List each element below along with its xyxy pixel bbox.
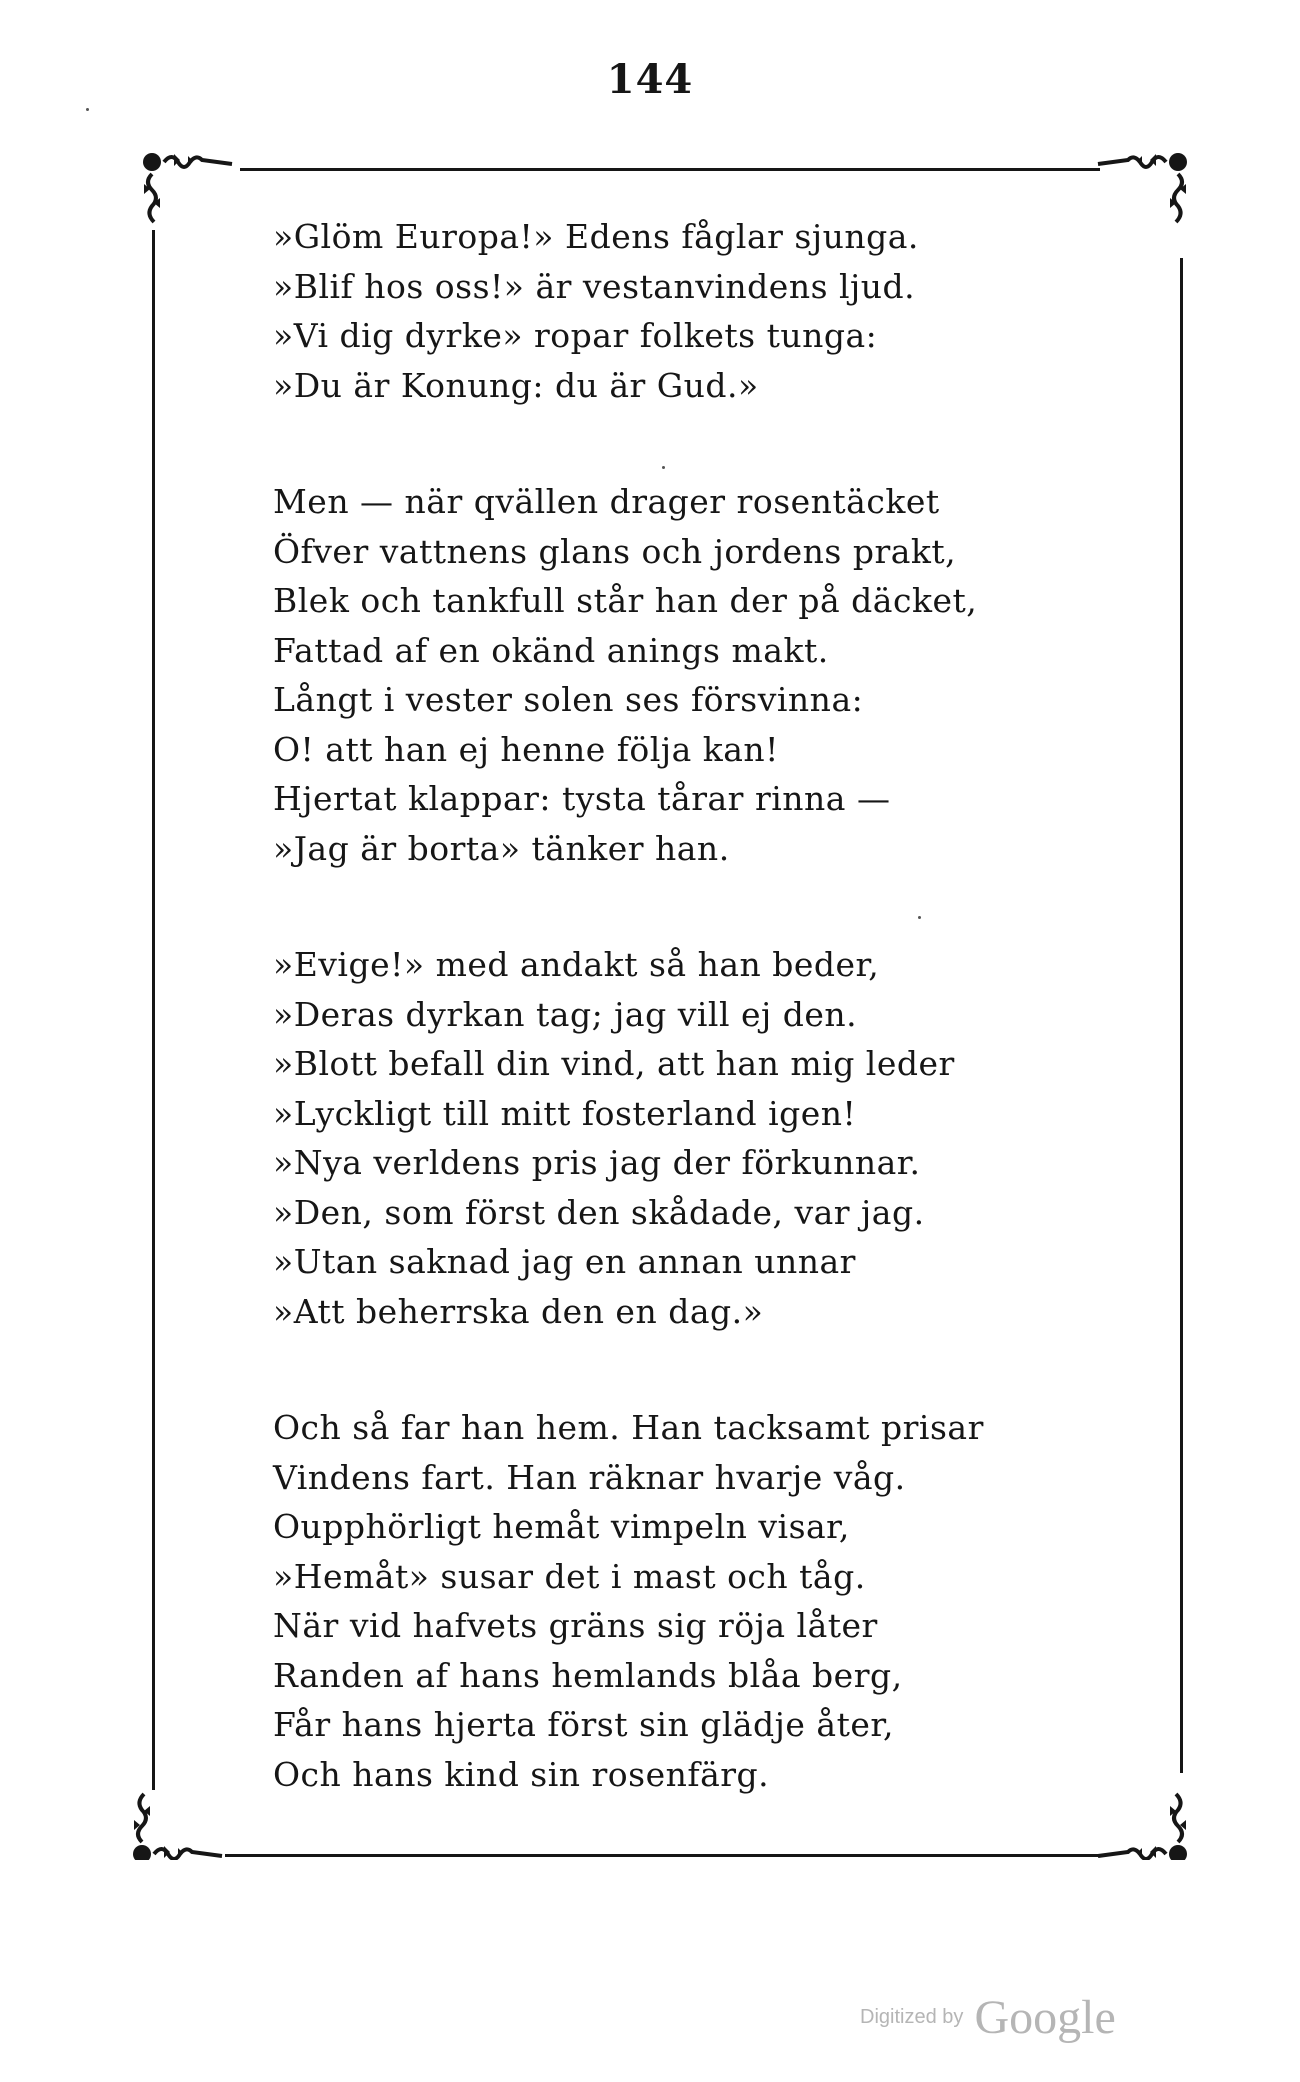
poem-line: »Evige!» med andakt så han beder,: [273, 945, 880, 984]
poem-line: »Att beherrska den en dag.»: [273, 1291, 764, 1331]
poem-line: Oupphörligt hemåt vimpeln visar,: [273, 1507, 850, 1546]
poem-line: Randen af hans hemlands blåa berg,: [273, 1655, 903, 1695]
floral-corner-icon: [1090, 140, 1200, 230]
poem-line: »Lyckligt till mitt fosterland igen!: [273, 1093, 857, 1133]
poem-line: Och så far han hem. Han tacksamt prisar: [273, 1408, 984, 1447]
poem-line: Vindens fart. Han räknar hvarje våg.: [273, 1457, 906, 1497]
poem-line: »Glöm Europa!» Edens fåglar sjunga.: [273, 217, 919, 256]
page-number: 144: [606, 56, 694, 103]
poem-line: »Deras dyrkan tag; jag vill ej den.: [273, 994, 858, 1034]
frame-left-rule: [152, 230, 155, 1790]
poem-line: O! att han ej henne följa kan!: [273, 729, 779, 769]
frame-top-rule: [240, 168, 1100, 171]
floral-corner-icon: [1090, 1770, 1200, 1860]
poem-line: »Utan saknad jag en annan unnar: [273, 1242, 856, 1281]
poem-line: »Vi dig dyrke» ropar folkets tunga:: [273, 316, 878, 355]
poem-line: »Nya verldens pris jag der förkunnar.: [273, 1143, 921, 1182]
paper-speck: [86, 108, 89, 111]
poem-line: Får hans hjerta först sin glädje åter,: [273, 1705, 895, 1744]
poem-line: »Hemåt» susar det i mast och tåg.: [273, 1556, 866, 1596]
poem-line: »Blif hos oss!» är vestanvindens ljud.: [273, 266, 916, 306]
poem-line: »Den, som först den skådade, var jag.: [273, 1192, 925, 1232]
poem-line: Och hans kind sin rosenfärg.: [273, 1754, 770, 1794]
watermark-brand: Google: [974, 1991, 1116, 2044]
poem-line: Hjertat klappar: tysta tårar rinna —: [273, 779, 891, 818]
poem-line: Öfver vattnens glans och jordens prakt,: [273, 531, 957, 571]
paper-speck: [662, 466, 665, 469]
poem-line: »Blott befall din vind, att han mig leder: [273, 1044, 955, 1083]
floral-corner-icon: [130, 140, 240, 230]
stanza-2: [273, 477, 1033, 873]
poem-line: »Jag är borta» tänker han.: [273, 828, 730, 868]
poem-line: Långt i vester solen ses försvinna:: [273, 680, 864, 719]
stanza-1: [273, 212, 1033, 410]
poem-line: Fattad af en okänd anings makt.: [273, 630, 829, 670]
frame-right-rule: [1180, 258, 1183, 1773]
paper-speck: [918, 916, 921, 919]
poem-line: Men — när qvällen drager rosentäcket: [273, 482, 940, 521]
stanza-4: [273, 1403, 1033, 1799]
digitized-watermark: [860, 1990, 1116, 2045]
watermark-prefix: Digitized by: [860, 2006, 964, 2028]
stanza-3: [273, 940, 1033, 1336]
floral-corner-icon: [120, 1770, 230, 1860]
poem-line: Blek och tankfull står han der på däcket,: [273, 581, 978, 620]
poem-line: »Du är Konung: du är Gud.»: [273, 365, 759, 405]
poem-text: [273, 212, 1033, 1866]
poem-line: När vid hafvets gräns sig röja låter: [273, 1606, 878, 1645]
